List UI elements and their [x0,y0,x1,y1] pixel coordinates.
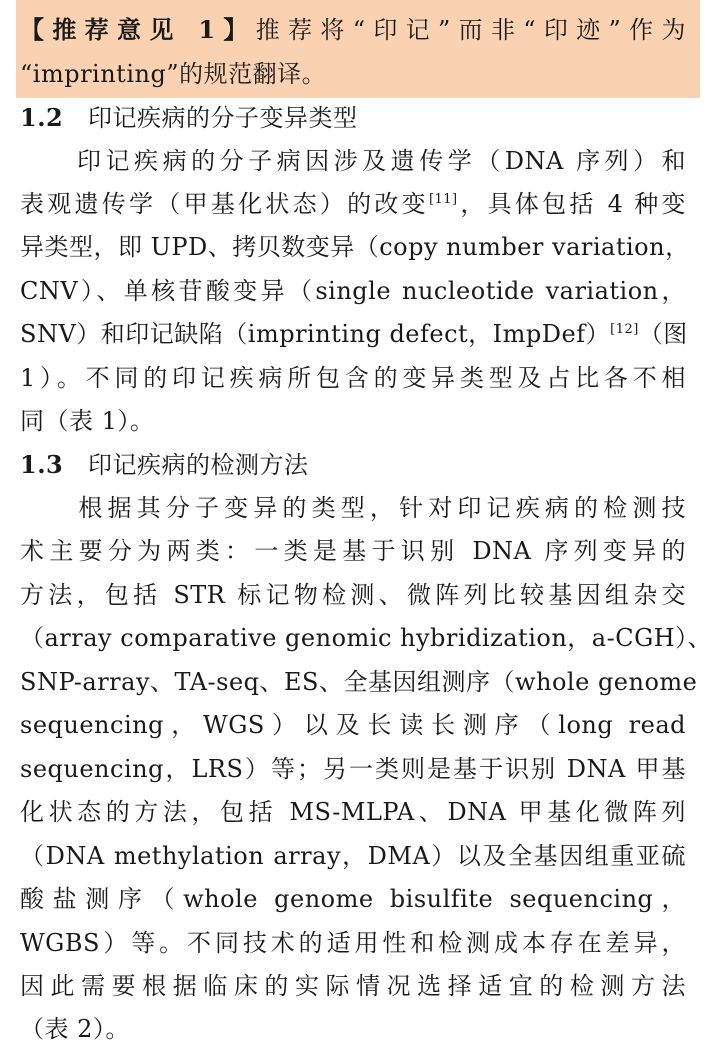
paragraph-line [20,319,686,349]
paragraph-line: 1）。不同的印记疾病所包含的变异类型及占比各不相 [20,364,686,392]
paragraph-line: SNP-array、TA-seq、ES、全基因组测序（whole genome [20,668,698,696]
text-span: SNV）和印记缺陷（imprinting defect，ImpDef） [20,320,611,348]
paragraph-line: 方法，包括 STR 标记物检测、微阵列比较基因组杂交 [20,581,686,609]
section-title: 印记疾病的分子变异类型 [88,104,358,132]
paragraph-line: （表 2）。 [20,1015,130,1043]
paragraph-line: 术主要分为两类：一类是基于识别 DNA 序列变异的 [20,537,686,565]
recommendation-line-2: “imprinting”的规范翻译。 [20,60,327,88]
paragraph-line: sequencing，LRS）等；另一类则是基于识别 DNA 甲基 [20,755,686,783]
section-number: 1.2 [20,103,64,132]
section-title: 印记疾病的检测方法 [88,451,309,479]
citation-ref: [12] [610,322,639,337]
recommendation-text-1: 推荐将“印记”而非“印迹”作为 [255,16,686,44]
paragraph-line: 因此需要根据临床的实际情况选择适宜的检测方法 [20,972,686,1000]
section-1-3-heading [20,450,686,480]
paragraph-line: sequencing，WGS）以及长读长测序（long read [20,711,686,739]
paragraph-line: （array comparative genomic hybridization，a-CGH）、 [20,624,713,652]
section-number: 1.3 [20,450,64,479]
recommendation-line-1 [20,15,686,45]
paragraph-line: 印记疾病的分子病因涉及遗传学（DNA 序列）和 [20,147,686,175]
text-span: （图 [638,320,688,348]
paragraph-line: 同（表 1）。 [20,407,155,435]
paragraph-line: （DNA methylation array，DMA）以及全基因组重亚硫 [20,842,686,870]
paragraph-line: 酸盐测序（whole genome bisulfite sequencing， [20,885,686,913]
section-1-2-heading [20,103,686,133]
text-span: ，具体包括 4 种变 [457,190,687,218]
paragraph-line: 根据其分子变异的类型，针对印记疾病的检测技 [20,494,686,522]
paragraph-line: CNV）、单核苷酸变异（single nucleotide variation， [20,277,686,305]
paragraph-line [20,189,686,219]
paragraph-line: 异类型，即 UPD、拷贝数变异（copy number variation， [20,233,690,261]
text-span: 表观遗传学（甲基化状态）的改变 [20,190,429,218]
citation-ref: [11] [428,192,458,207]
recommendation-tag: 【推荐意见 1】 [20,15,256,44]
paragraph-line: 化状态的方法，包括 MS-MLPA、DNA 甲基化微阵列 [20,798,686,826]
paragraph-line: WGBS）等。不同技术的适用性和检测成本存在差异， [20,929,686,957]
